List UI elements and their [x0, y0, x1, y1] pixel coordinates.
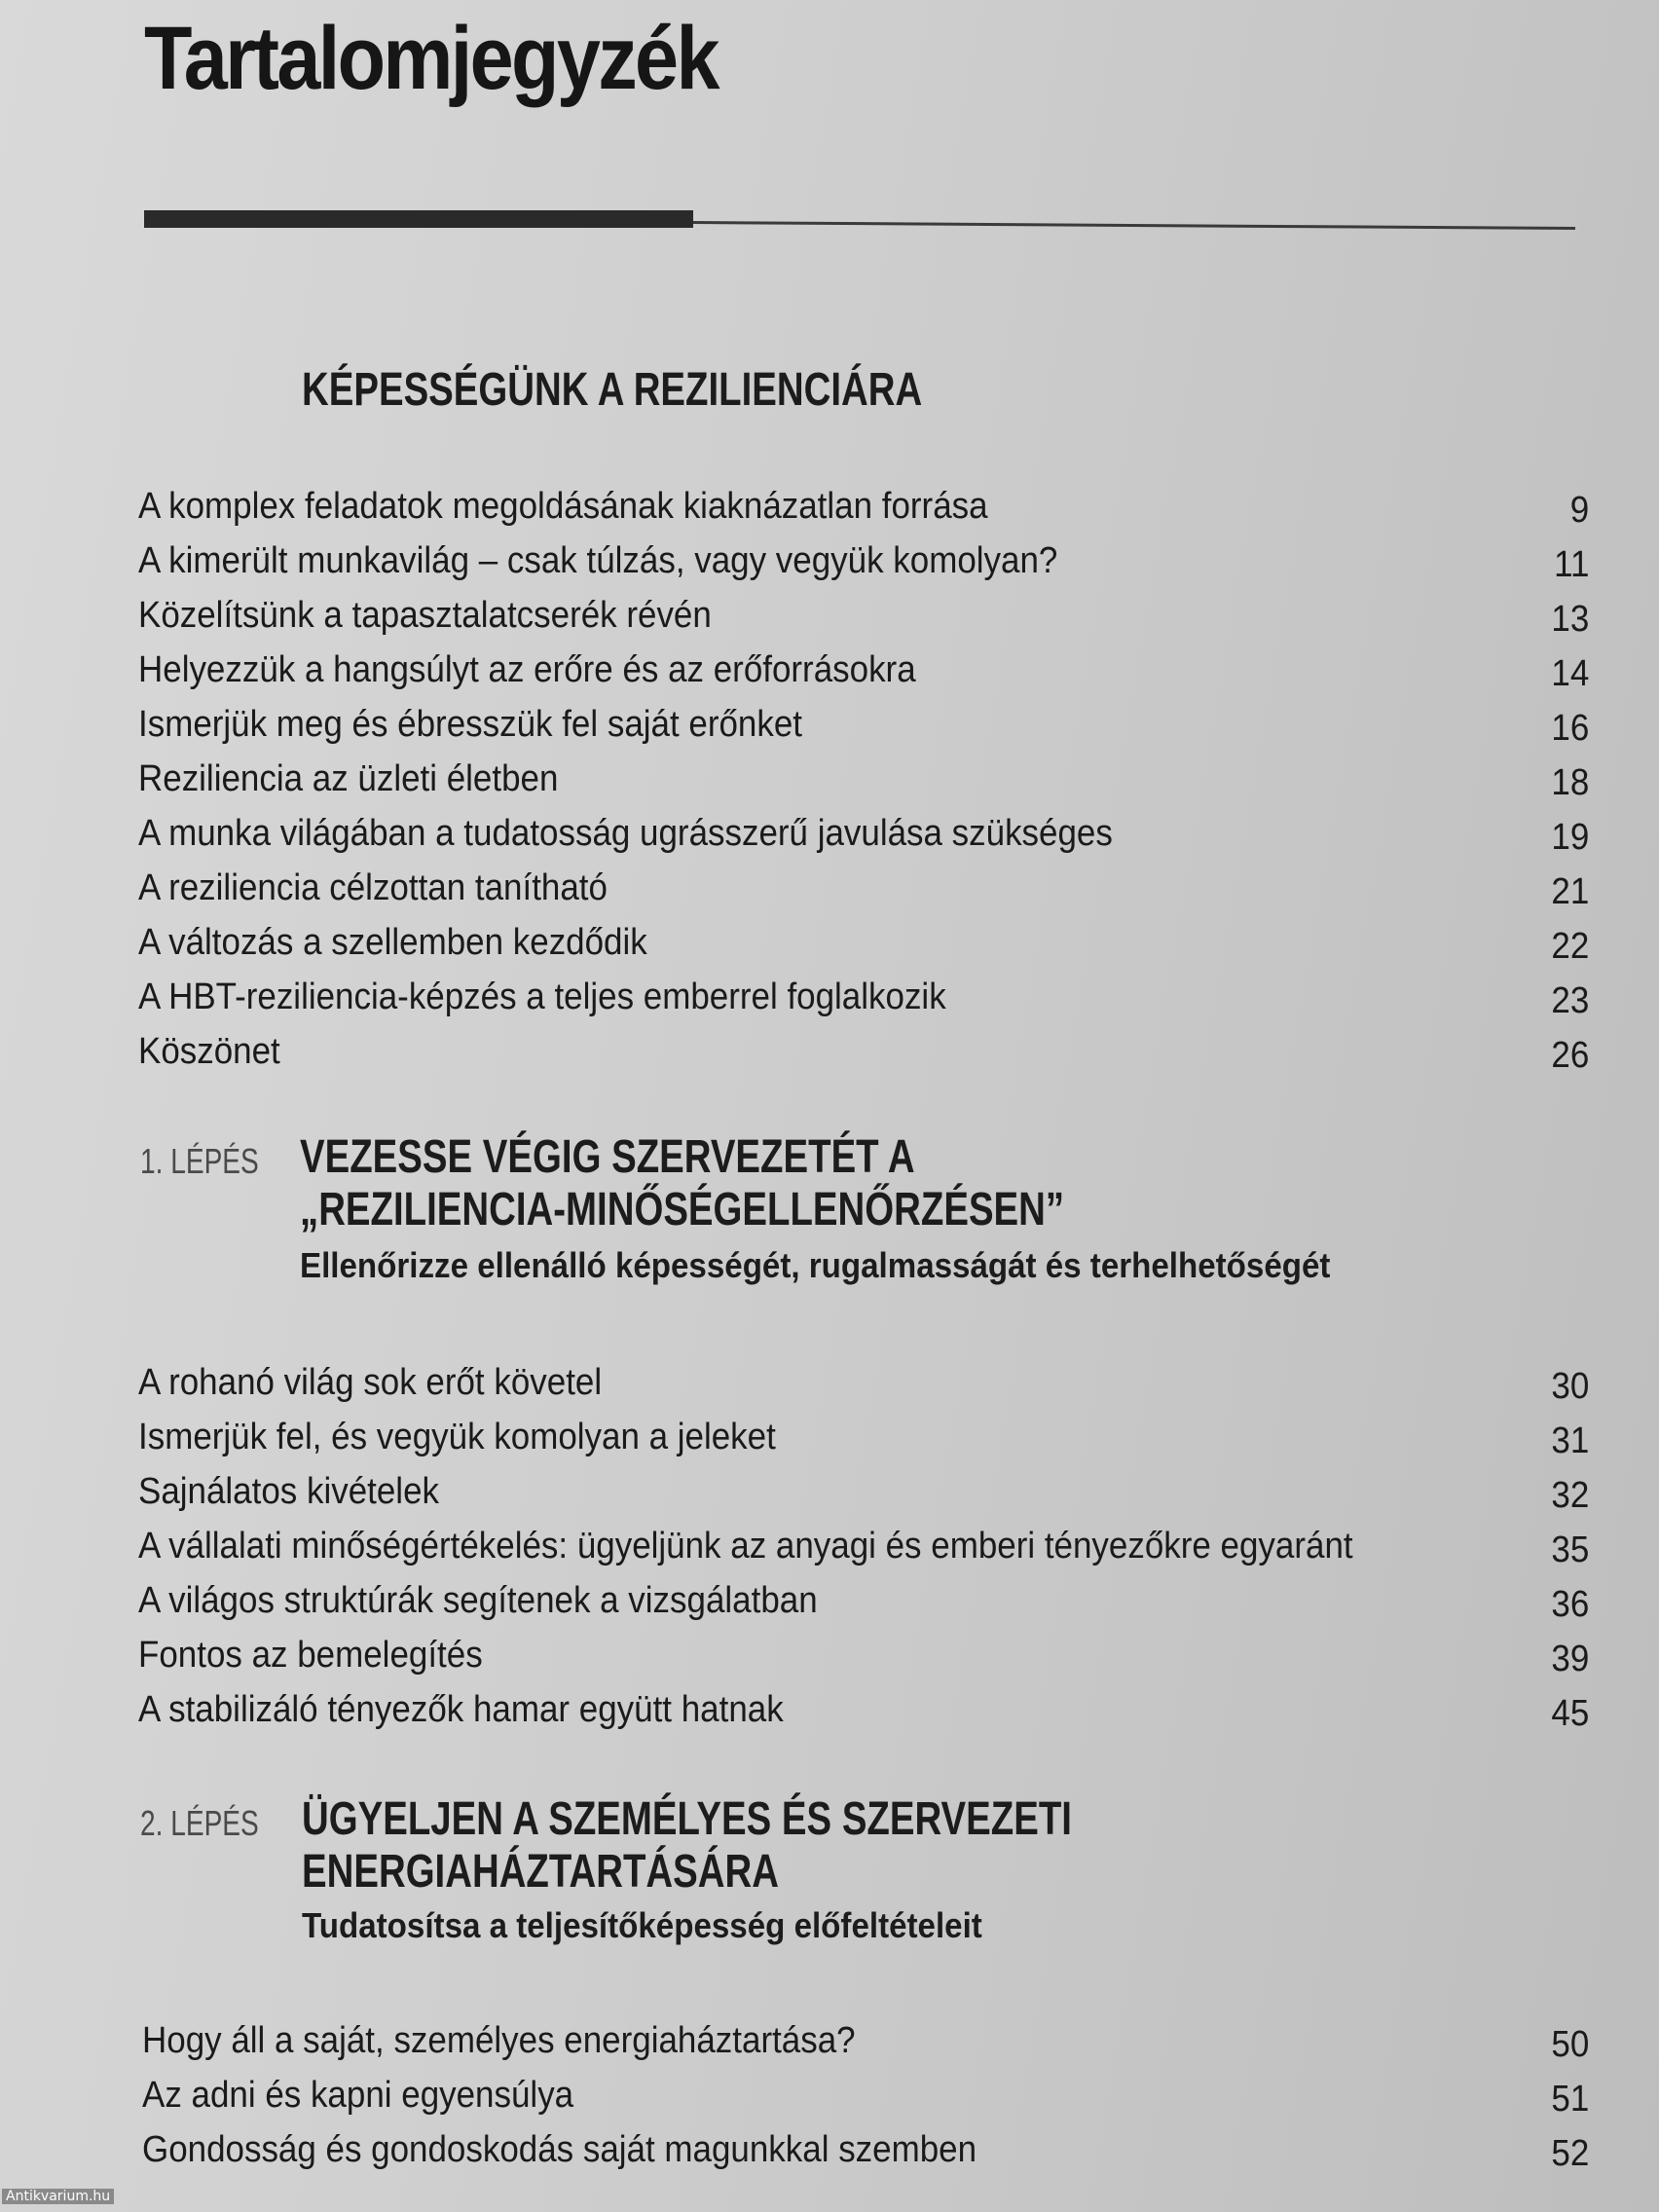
- toc-entry-title: A munka világában a tudatosság ugrásszerű javulása szükséges: [138, 813, 1113, 854]
- toc-entry: [0, 643, 1659, 697]
- toc-entry: [0, 1355, 1659, 1410]
- toc-entry-page: 22: [1551, 926, 1589, 967]
- toc-entry-page: 45: [1551, 1693, 1589, 1734]
- toc-entry: [0, 588, 1659, 643]
- toc-entry-page: 31: [1551, 1420, 1589, 1461]
- toc-entry: [0, 534, 1659, 588]
- section-2-subtitle: Tudatosítsa a teljesítőképesség előfeltételeit: [302, 1905, 982, 1945]
- toc-entry-title: Fontos az bemelegítés: [138, 1635, 483, 1676]
- toc-entry-page: 51: [1551, 2079, 1589, 2120]
- toc-entry: [0, 1682, 1659, 1737]
- toc-entry: [0, 1628, 1659, 1682]
- toc-entry-title: A változás a szellemben kezdődik: [138, 922, 647, 963]
- toc-entry: [0, 1024, 1659, 1079]
- toc-entry-page: 19: [1551, 817, 1589, 858]
- toc-entry-title: A vállalati minőségértékelés: ügyeljünk az anyagi és emberi tényezőkre egyaránt: [138, 1526, 1353, 1567]
- toc-entry-title: Az adni és kapni egyensúlya: [142, 2075, 574, 2116]
- toc-entry-title: A rohanó világ sok erőt követel: [138, 1362, 603, 1403]
- section-2-title-line-2: ENERGIAHÁZTARTÁSÁRA: [302, 1846, 779, 1898]
- toc-entry-title: A stabilizáló tényezők hamar együtt hatnak: [138, 1689, 784, 1730]
- section-2-title-line-1: ÜGYELJEN A SZEMÉLYES ÉS SZERVEZETI: [302, 1793, 1072, 1845]
- toc-entry-title: Ismerjük meg és ébresszük fel saját erőnket: [138, 704, 803, 745]
- title-rule-thick: [144, 210, 693, 228]
- toc-entry-title: Ismerjük fel, és vegyük komolyan a jeleket: [138, 1417, 776, 1457]
- toc-entry-page: 36: [1551, 1584, 1589, 1625]
- toc-entry-page: 30: [1551, 1366, 1589, 1407]
- section-0-title: KÉPESSÉGÜNK A REZILIENCIÁRA: [302, 364, 923, 416]
- toc-entry-page: 35: [1551, 1530, 1589, 1570]
- toc-entry: [0, 1410, 1659, 1464]
- toc-entry-page: 13: [1551, 599, 1589, 640]
- toc-entry-page: 18: [1551, 762, 1589, 803]
- toc-entry-title: Gondosság és gondoskodás saját magunkkal szemben: [142, 2129, 977, 2170]
- toc-entry: [0, 1519, 1659, 1573]
- section-0-entries: [0, 479, 1659, 1079]
- toc-entry-page: 50: [1551, 2024, 1589, 2065]
- toc-entry-title: A komplex feladatok megoldásának kiaknázatlan forrása: [138, 486, 988, 527]
- toc-entry-title: Sajnálatos kivételek: [138, 1471, 439, 1512]
- toc-entry-title: Közelítsünk a tapasztalatcserék révén: [138, 595, 712, 636]
- toc-entry-title: A világos struktúrák segítenek a vizsgálatban: [138, 1580, 818, 1621]
- section-1-title-line-1: VEZESSE VÉGIG SZERVEZETÉT A: [300, 1131, 915, 1183]
- toc-entry: [0, 2013, 1659, 2068]
- toc-entry-title: Helyezzük a hangsúlyt az erőre és az erőforrásokra: [138, 649, 916, 690]
- toc-entry: [0, 915, 1659, 970]
- toc-entry-title: Reziliencia az üzleti életben: [138, 758, 559, 799]
- toc-entry-page: 16: [1551, 708, 1589, 749]
- toc-entry-title: A reziliencia célzottan tanítható: [138, 867, 608, 908]
- toc-entry-title: A HBT-reziliencia-képzés a teljes emberrel foglalkozik: [138, 977, 946, 1017]
- toc-entry-title: Hogy áll a saját, személyes energiaháztartása?: [142, 2020, 856, 2061]
- toc-entry-page: 26: [1551, 1035, 1589, 1076]
- section-1-title-line-2: „REZILIENCIA-MINŐSÉGELLENŐRZÉSEN”: [300, 1184, 1065, 1235]
- toc-entry-title: A kimerült munkavilág – csak túlzás, vagy vegyük komolyan?: [138, 540, 1058, 581]
- toc-entry-page: 23: [1551, 980, 1589, 1021]
- section-2-step-label: 2. LÉPÉS: [140, 1803, 259, 1843]
- toc-entry-page: 21: [1551, 871, 1589, 912]
- toc-entry: [0, 752, 1659, 806]
- toc-entry-title: Köszönet: [138, 1031, 280, 1072]
- toc-entry: [0, 2122, 1659, 2177]
- toc-entry-page: 52: [1551, 2133, 1589, 2174]
- toc-entry: [0, 1464, 1659, 1519]
- section-1-entries: [0, 1355, 1659, 1737]
- section-1-subtitle: Ellenőrizze ellenálló képességét, rugalmasságát és terhelhetőségét: [300, 1245, 1331, 1285]
- toc-entry: [0, 479, 1659, 534]
- toc-entry-page: 9: [1569, 490, 1589, 531]
- section-1-step-label: 1. LÉPÉS: [140, 1141, 259, 1181]
- toc-entry: [0, 970, 1659, 1024]
- watermark: Antikvarium.hu: [2, 2189, 114, 2204]
- toc-entry-page: 11: [1553, 544, 1589, 585]
- toc-entry: [0, 1573, 1659, 1628]
- toc-entry: [0, 806, 1659, 861]
- toc-entry-page: 32: [1551, 1475, 1589, 1516]
- toc-entry-page: 14: [1551, 653, 1589, 694]
- toc-entry: [0, 861, 1659, 915]
- toc-entry-page: 39: [1551, 1639, 1589, 1679]
- section-2-entries: [0, 2013, 1659, 2177]
- page-title: Tartalomjegyzék: [144, 9, 718, 108]
- toc-entry: [0, 2068, 1659, 2122]
- title-rule-thin: [693, 221, 1575, 230]
- toc-entry: [0, 697, 1659, 752]
